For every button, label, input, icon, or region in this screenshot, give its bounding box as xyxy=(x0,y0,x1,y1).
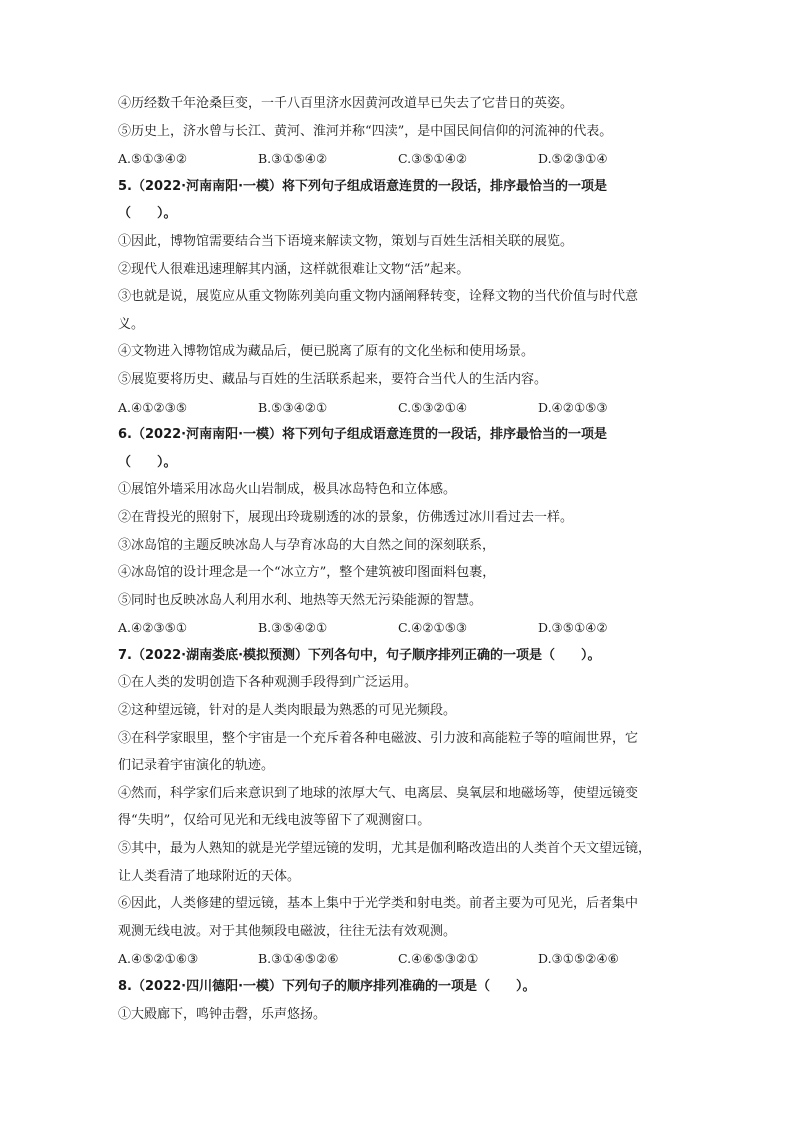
option-a: A.⑤①③④② xyxy=(118,151,188,167)
option-b: B.③①④⑤②⑥ xyxy=(258,951,339,967)
option-b: B.③⑤④②① xyxy=(258,620,328,636)
option-a: A.④⑤②①⑥③ xyxy=(118,951,199,967)
sentence-item-continued: 得“失明”，仅给可见光和无线电波等留下了观测窗口。 xyxy=(118,813,431,829)
option-d: D.③⑤①④② xyxy=(538,620,608,636)
sentence-item: ④历经数千年沧桑巨变，一千八百里济水因黄河改道早已失去了它昔日的英姿。 xyxy=(118,96,574,111)
question-6-blank: （ ）。 xyxy=(118,454,177,470)
option-b: B.⑤③④②① xyxy=(258,399,328,415)
question-8-stem: 8.（2022·四川德阳·一模）下列句子的顺序排列准确的一项是（ ）。 xyxy=(118,979,536,994)
answer-options xyxy=(118,145,678,173)
option-d: D.④②①⑤③ xyxy=(538,399,608,415)
option-c: C.④⑥⑤③②① xyxy=(398,951,479,967)
option-d: D.⑤②③①④ xyxy=(538,151,608,167)
question-7-stem: 7.（2022·湖南娄底·模拟预测）下列各句中，句子顺序排列正确的一项是（ ）。 xyxy=(118,647,601,663)
sentence-item: ②这种望远镜，针对的是人类肉眼最为熟悉的可见光频段。 xyxy=(118,703,457,719)
option-a: A.④①②③⑤ xyxy=(118,399,188,415)
option-c: C.③⑤①④② xyxy=(398,151,468,167)
sentence-item: ④文物进入博物馆成为藏品后，便已脱离了原有的文化坐标和使用场景。 xyxy=(118,344,535,360)
option-c: C.④②①⑤③ xyxy=(398,620,468,636)
sentence-item: ①展馆外墙采用冰岛火山岩制成，极具冰岛特色和立体感。 xyxy=(118,482,457,498)
option-d: D.③①⑤②④⑥ xyxy=(538,951,619,967)
option-c: C.⑤③②①④ xyxy=(398,399,468,415)
sentence-item-continued: 们记录着宇宙演化的轨迹。 xyxy=(118,758,275,774)
sentence-item-continued: 义。 xyxy=(118,316,145,332)
sentence-item: ⑤历史上，济水曾与长江、黄河、淮河并称“四渎”，是中国民间信仰的河流神的代表。 xyxy=(118,123,613,139)
answer-options xyxy=(118,394,678,422)
sentence-item: ⑤展览要将历史、藏品与百姓的生活联系起来，要符合当代人的生活内容。 xyxy=(118,371,548,387)
answer-options xyxy=(118,945,678,973)
sentence-item: ⑤同时也反映冰岛人利用水利、地热等天然无污染能源的智慧。 xyxy=(118,592,483,608)
option-b: B.③①⑤④② xyxy=(258,151,328,167)
sentence-item-continued: 观测无线电波。对于其他频段电磁波，往往无法有效观测。 xyxy=(118,923,457,939)
question-5-stem: 5.（2022·河南南阳·一模）将下列句子组成语意连贯的一段话，排序最恰当的一项是 xyxy=(118,178,608,194)
sentence-item-continued: 让人类看清了地球附近的天体。 xyxy=(118,868,301,884)
sentence-item: ③也就是说，展览应从重文物陈列美向重文物内涵阐释转变，诠释文物的当代价值与时代意 xyxy=(118,289,639,305)
sentence-item: ①在人类的发明创造下各种观测手段得到广泛运用。 xyxy=(118,675,418,691)
option-a: A.④②③⑤① xyxy=(118,620,188,636)
sentence-item: ①大殿廊下，鸣钟击磬，乐声悠扬。 xyxy=(118,1006,327,1022)
question-5-blank: （ ）。 xyxy=(118,206,177,222)
sentence-item: ②在背投光的照射下，展现出玲珑剔透的冰的景象，仿佛透过冰川看过去一样。 xyxy=(118,509,574,525)
sentence-item: ④冰岛馆的设计理念是一个“冰立方”，整个建筑被印图面料包裹， xyxy=(118,565,496,581)
document-content xyxy=(118,90,678,1028)
sentence-item: ⑥因此，人类修建的望远镜，基本上集中于光学类和射电类。前者主要为可见光，后者集中 xyxy=(118,896,639,912)
sentence-item: ③冰岛馆的主题反映冰岛人与孕育冰岛的大自然之间的深刻联系， xyxy=(118,537,496,553)
question-6-stem: 6.（2022·河南南阳·一模）将下列句子组成语意连贯的一段话，排序最恰当的一项是 xyxy=(118,427,608,443)
sentence-item: ③在科学家眼里，整个宇宙是一个充斥着各种电磁波、引力波和高能粒子等的喧闹世界，它 xyxy=(118,730,639,746)
answer-options xyxy=(118,614,678,642)
sentence-item: ④然而，科学家们后来意识到了地球的浓厚大气、电离层、臭氧层和地磁场等，使望远镜变 xyxy=(118,785,639,801)
sentence-item: ①因此，博物馆需要结合当下语境来解读文物，策划与百姓生活相关联的展览。 xyxy=(118,233,574,249)
sentence-item: ⑤其中，最为人熟知的就是光学望远镜的发明，尤其是伽利略改造出的人类首个天文望远镜， xyxy=(118,841,652,857)
sentence-item: ②现代人很难迅速理解其内涵，这样就很难让文物“活”起来。 xyxy=(118,261,470,277)
